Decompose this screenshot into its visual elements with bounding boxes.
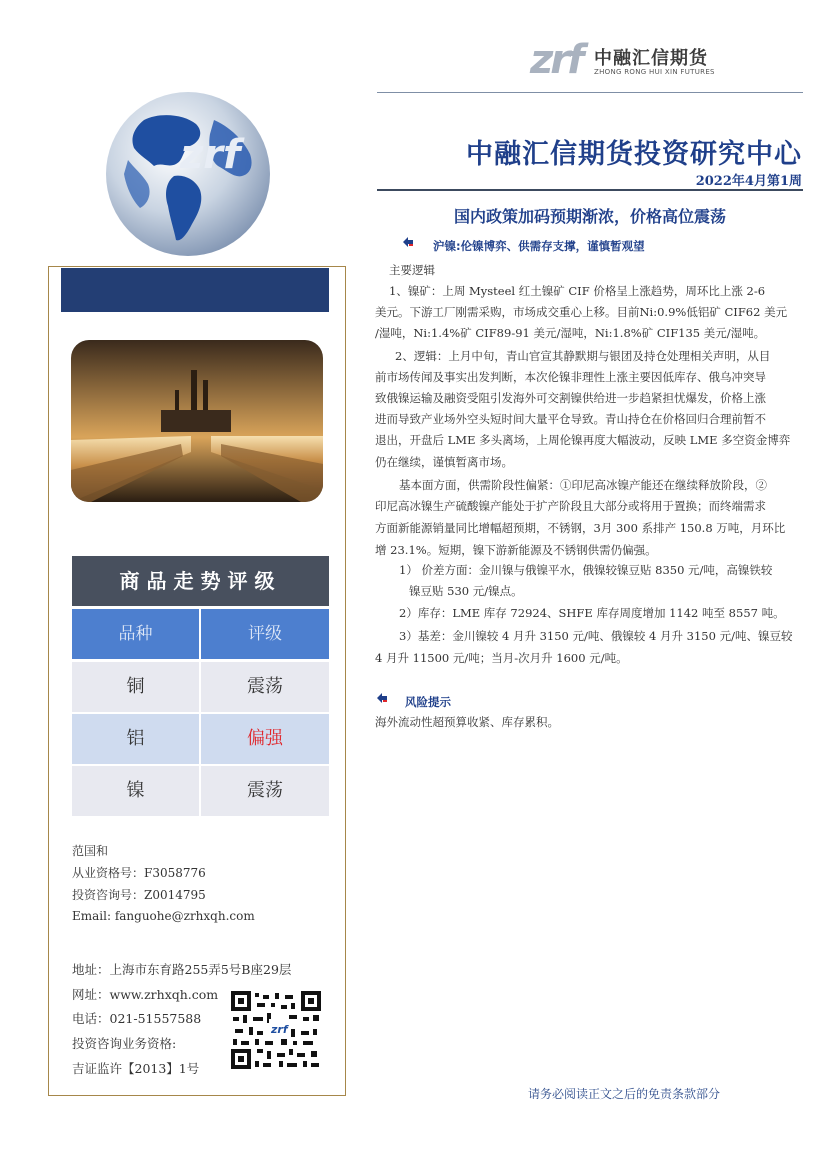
- section-title-nickel: 沪镍:伦镍博弈、供需存支撑，谨慎暂观望: [433, 239, 645, 253]
- logo-name-en: ZHONG RONG HUI XIN FUTURES: [594, 68, 715, 76]
- rating-value: 偏强: [201, 714, 329, 764]
- rating-row: [72, 766, 329, 816]
- license-number: 吉证监许【2013】1号: [72, 1061, 200, 1076]
- para-line: 仍在继续，谨慎暂离市场。: [375, 455, 513, 469]
- para-line: 基本面方面，供需阶段性偏紧：①印尼高冰镍产能还在继续释放阶段，②: [399, 478, 767, 492]
- logo-name-cn: 中融汇信期货: [594, 48, 708, 69]
- qr-code-icon: [231, 991, 321, 1069]
- para-line: 致俄镍运输及融资受阻引发海外可交割镍供给进一步趋紧担忧爆发，价格上涨: [375, 391, 766, 405]
- company-address: 地址：上海市东育路255弄5号B座29层: [72, 962, 292, 977]
- para-line: 3）基差：金川镍较 4 月升 3150 元/吨、俄镍较 4 月升 3150 元/吨、镍豆较: [399, 629, 793, 643]
- rating-variety: 铜: [72, 662, 199, 712]
- analyst-email[interactable]: Email: fanguohe@zrhxqh.com: [72, 909, 255, 923]
- bullet-icon: [377, 693, 387, 703]
- page-title: 中融汇信期货投资研究中心: [466, 139, 802, 170]
- globe-icon: [104, 90, 272, 258]
- rating-row: [72, 714, 329, 764]
- globe-logo-text: zrf: [180, 132, 241, 178]
- analyst-qualification: 从业资格号：F3058776: [72, 866, 206, 880]
- qr-logo-text: zrf: [271, 1023, 288, 1036]
- report-headline: 国内政策加码预期渐浓，价格高位震荡: [453, 207, 726, 226]
- logic-label: 主要逻辑: [389, 263, 435, 277]
- header-divider: [377, 92, 803, 93]
- rating-title: 商品走势评级: [72, 556, 329, 606]
- sidebar-header-bar: [61, 268, 329, 312]
- disclaimer-text: 请务必阅读正文之后的免责条款部分: [528, 1087, 721, 1101]
- rating-row: [72, 662, 329, 712]
- para-line: 前市场传闻及事实出发判断，本次伦镍非理性上涨主要因低库存、俄乌冲突导: [375, 370, 766, 384]
- para-line: 退出，开盘后 LME 多头离场，上周伦镍再度大幅波动，反映 LME 多空资金博弈: [375, 433, 791, 447]
- para-line: 美元。下游工厂刚需采购，市场成交重心上移。目前Ni:0.9%低铝矿 CIF62 美元: [375, 305, 788, 319]
- para-line: 1） 价差方面：金川镍与俄镍平水，俄镍较镍豆贴 8350 元/吨，高镍铁较: [399, 563, 773, 577]
- analyst-name: 范国和: [72, 844, 109, 858]
- logo-mark: zrf: [530, 37, 582, 83]
- title-divider: [377, 189, 803, 191]
- risk-text: 海外流动性超预算收紧、库存累积。: [375, 715, 559, 729]
- para-line: 1、镍矿：上周 Mysteel 红土镍矿 CIF 价格呈上涨趋势，周环比上涨 2-6: [389, 284, 766, 298]
- para-line: 2、逻辑：上月中旬，青山官宣其静默期与银团及持仓处理相关声明，从目: [395, 349, 771, 363]
- company-website[interactable]: 网址：www.zrhxqh.com: [72, 987, 219, 1002]
- analyst-consult-no: 投资咨询号：Z0014795: [72, 888, 206, 902]
- para-line: 增 23.1%。短期，镍下游新能源及不锈钢供需仍偏强。: [375, 543, 657, 557]
- para-line: 印尼高冰镍生产硫酸镍产能处于扩产阶段且大部分或将用于置换；而终端需求: [375, 499, 766, 513]
- issue-date: 2022年4月第1周: [695, 174, 802, 189]
- bullet-icon: [403, 237, 413, 247]
- rating-variety: 铝: [72, 714, 199, 764]
- para-line: 进而导致产业场外空头短时间大量平仓导致。青山持仓在价格回归合理前暂不: [375, 412, 766, 426]
- rating-header-row: [72, 609, 329, 659]
- rating-col-rating: 评级: [201, 609, 329, 659]
- para-line: 2）库存：LME 库存 72924、SHFE 库存周度增加 1142 吨至 8557 吨。: [399, 606, 785, 620]
- pipeline-image: [71, 340, 323, 502]
- para-line: 镍豆贴 530 元/镍点。: [409, 584, 523, 598]
- rating-value: 震荡: [201, 662, 329, 712]
- para-line: /湿吨，Ni:1.4%矿 CIF89-91 美元/湿吨，Ni:1.8%矿 CIF135 美元/湿吨。: [375, 326, 766, 340]
- license-label: 投资咨询业务资格:: [72, 1036, 177, 1051]
- rating-value: 震荡: [201, 766, 329, 816]
- company-logo: [530, 38, 730, 86]
- para-line: 4 月升 11500 元/吨；当月-次月升 1600 元/吨。: [375, 651, 628, 665]
- section-title-risk: 风险提示: [405, 695, 451, 709]
- rating-variety: 镍: [72, 766, 199, 816]
- rating-col-variety: 品种: [72, 609, 199, 659]
- company-phone: 电话：021-51557588: [72, 1011, 202, 1026]
- para-line: 方面新能源销量同比增幅超预期，不锈钢，3月 300 系排产 150.8 万吨，月环比: [375, 521, 786, 535]
